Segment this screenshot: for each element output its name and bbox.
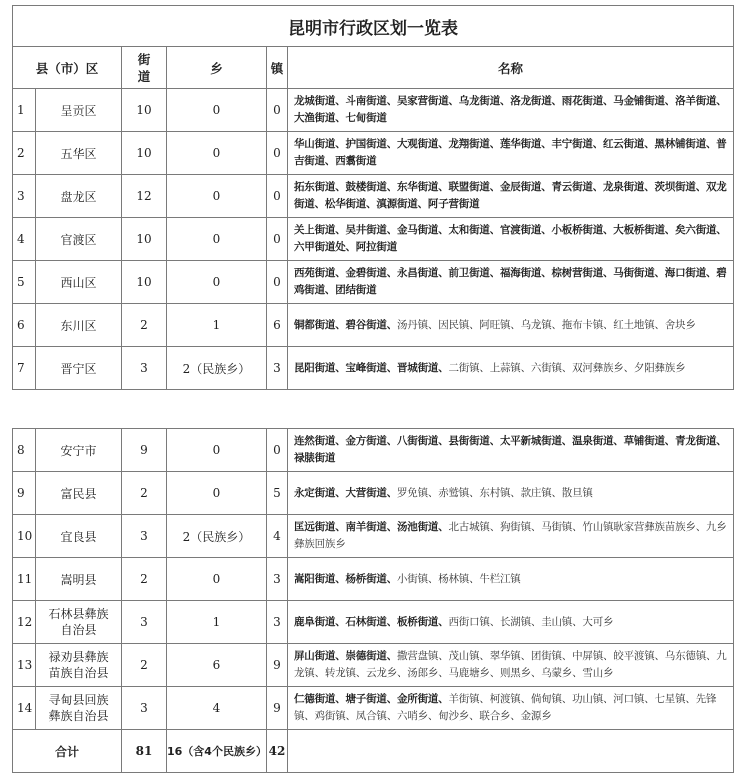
- town-count: 3: [267, 601, 288, 644]
- town-count: 0: [267, 218, 288, 261]
- county-name: 西山区: [36, 261, 122, 304]
- header-subdistrict-text: 街道: [137, 51, 151, 84]
- division-names: [288, 261, 734, 304]
- county-name: 五华区: [36, 132, 122, 175]
- subdistrict-count: 3: [122, 347, 167, 390]
- row-number: 10: [13, 515, 36, 558]
- table-row: [13, 644, 734, 687]
- town-count: 0: [267, 175, 288, 218]
- total-town: 42: [267, 730, 288, 773]
- table-row: [13, 132, 734, 175]
- subdistrict-names: 关上街道、吴井街道、金马街道、太和街道、官渡街道、小板桥街道、大板桥街道、矣六街道、六甲街道处、阿拉街道: [294, 224, 727, 253]
- header-township: 乡: [167, 47, 267, 89]
- township-count: 0: [167, 175, 267, 218]
- total-row: [13, 730, 734, 773]
- division-names: [288, 218, 734, 261]
- subdistrict-count: 3: [122, 687, 167, 730]
- town-count: 9: [267, 687, 288, 730]
- subdistrict-names: 铜都街道、碧谷街道、: [294, 318, 397, 331]
- town-township-names: 北古城镇、狗街镇、马街镇、竹山镇耿家营彝族苗族乡、九乡彝族回族乡: [294, 521, 727, 550]
- total-label: 合计: [13, 730, 122, 773]
- header-county: 县（市）区: [13, 47, 122, 89]
- town-township-names: 羊街镇、柯渡镇、倘甸镇、功山镇、河口镇、七星镇、先锋镇、鸡街镇、凤合镇、六哨乡、甸沙乡、联合乡、金源乡: [294, 693, 717, 722]
- division-table-part1: [12, 5, 734, 390]
- total-names-empty: [288, 730, 734, 773]
- subdistrict-count: 2: [122, 558, 167, 601]
- total-subdistrict: 81: [122, 730, 167, 773]
- subdistrict-names: 龙城街道、斗南街道、吴家营街道、乌龙街道、洛龙街道、雨花街道、马金铺街道、洛羊街道、大渔街道、七甸街道: [294, 95, 727, 124]
- row-number: 11: [13, 558, 36, 601]
- town-count: 3: [267, 558, 288, 601]
- township-count: 0: [167, 261, 267, 304]
- county-name: 晋宁区: [36, 347, 122, 390]
- row-number: 14: [13, 687, 36, 730]
- town-count: 0: [267, 429, 288, 472]
- division-names: [288, 175, 734, 218]
- header-town: 镇: [267, 47, 288, 89]
- subdistrict-names: 鹿阜街道、石林街道、板桥街道、: [294, 615, 449, 628]
- table-row: [13, 515, 734, 558]
- township-count: 2（民族乡）: [167, 347, 267, 390]
- town-township-names: 西街口镇、长湖镇、圭山镇、大可乡: [448, 615, 614, 628]
- township-count: 0: [167, 132, 267, 175]
- division-names: [288, 687, 734, 730]
- row-number: 13: [13, 644, 36, 687]
- row-number: 9: [13, 472, 36, 515]
- town-township-names: 罗免镇、赤鹫镇、东村镇、款庄镇、散旦镇: [397, 486, 593, 499]
- subdistrict-count: 2: [122, 644, 167, 687]
- township-count: 6: [167, 644, 267, 687]
- county-name: 官渡区: [36, 218, 122, 261]
- subdistrict-count: 10: [122, 218, 167, 261]
- subdistrict-names: 仁德街道、塘子街道、金所街道、: [294, 693, 449, 705]
- subdistrict-count: 2: [122, 472, 167, 515]
- subdistrict-names: 连然街道、金方街道、八街街道、县街街道、太平新城街道、温泉街道、草铺街道、青龙街道、禄脿街道: [294, 435, 727, 464]
- subdistrict-names: 昆阳街道、宝峰街道、晋城街道、: [294, 361, 449, 374]
- table-row: [13, 347, 734, 390]
- table-row: [13, 429, 734, 472]
- row-number: 6: [13, 304, 36, 347]
- subdistrict-count: 3: [122, 515, 167, 558]
- town-township-names: 二街镇、上蒜镇、六街镇、双河彝族乡、夕阳彝族乡: [448, 361, 686, 374]
- township-count: 0: [167, 558, 267, 601]
- subdistrict-names: 嵩阳街道、杨桥街道、: [294, 572, 397, 585]
- town-count: 3: [267, 347, 288, 390]
- subdistrict-names: 永定街道、大营街道、: [294, 486, 397, 499]
- county-name: 嵩明县: [36, 558, 122, 601]
- row-number: 1: [13, 89, 36, 132]
- table-title: 昆明市行政区划一览表: [13, 6, 734, 47]
- division-names: [288, 429, 734, 472]
- header-subdistrict: [122, 47, 167, 89]
- subdistrict-count: 3: [122, 601, 167, 644]
- row-number: 5: [13, 261, 36, 304]
- county-name: 富民县: [36, 472, 122, 515]
- town-count: 0: [267, 89, 288, 132]
- row-number: 3: [13, 175, 36, 218]
- county-name: 禄劝县彝族苗族自治县: [36, 644, 122, 687]
- subdistrict-names: 匡远街道、南羊街道、汤池街道、: [294, 521, 449, 533]
- county-name: 盘龙区: [36, 175, 122, 218]
- town-township-names: 小街镇、杨林镇、牛栏江镇: [397, 572, 521, 585]
- row-number: 12: [13, 601, 36, 644]
- division-names: [288, 132, 734, 175]
- town-count: 9: [267, 644, 288, 687]
- county-name: 石林县彝族自治县: [36, 601, 122, 644]
- county-name: 寻甸县回族彝族自治县: [36, 687, 122, 730]
- township-count: 1: [167, 304, 267, 347]
- township-count: 1: [167, 601, 267, 644]
- county-name: 宜良县: [36, 515, 122, 558]
- township-count: 0: [167, 429, 267, 472]
- row-number: 2: [13, 132, 36, 175]
- town-township-names: 撒营盘镇、茂山镇、翠华镇、团街镇、中屏镇、皎平渡镇、乌东德镇、九龙镇、转龙镇、云龙乡、汤郎乡、马鹿塘乡、则黑乡、乌蒙乡、雪山乡: [294, 650, 727, 679]
- total-township: 16（含4个民族乡）: [167, 730, 267, 773]
- table-row: [13, 89, 734, 132]
- subdistrict-count: 10: [122, 89, 167, 132]
- row-number: 4: [13, 218, 36, 261]
- header-names: 名称: [288, 47, 734, 89]
- table-row: [13, 261, 734, 304]
- township-count: 2（民族乡）: [167, 515, 267, 558]
- town-count: 0: [267, 132, 288, 175]
- town-count: 4: [267, 515, 288, 558]
- subdistrict-names: 屏山街道、崇德街道、: [294, 650, 397, 662]
- county-name: 安宁市: [36, 429, 122, 472]
- town-township-names: 汤丹镇、因民镇、阿旺镇、乌龙镇、拖布卡镇、红土地镇、舍块乡: [397, 318, 696, 331]
- township-count: 0: [167, 218, 267, 261]
- subdistrict-count: 10: [122, 132, 167, 175]
- division-names: [288, 558, 734, 601]
- subdistrict-names: 西苑街道、金碧街道、永昌街道、前卫街道、福海街道、棕树营街道、马街街道、海口街道、碧鸡街道、团结街道: [294, 267, 727, 296]
- row-number: 7: [13, 347, 36, 390]
- township-count: 0: [167, 89, 267, 132]
- town-count: 5: [267, 472, 288, 515]
- table-row: [13, 218, 734, 261]
- division-names: [288, 347, 734, 390]
- town-count: 0: [267, 261, 288, 304]
- row-number: 8: [13, 429, 36, 472]
- county-name: 东川区: [36, 304, 122, 347]
- township-count: 4: [167, 687, 267, 730]
- subdistrict-count: 10: [122, 261, 167, 304]
- table-row: [13, 687, 734, 730]
- county-name: 呈贡区: [36, 89, 122, 132]
- table-row: [13, 472, 734, 515]
- township-count: 0: [167, 472, 267, 515]
- table-row: [13, 304, 734, 347]
- subdistrict-count: 2: [122, 304, 167, 347]
- table-row: [13, 601, 734, 644]
- division-names: [288, 644, 734, 687]
- table-row: [13, 558, 734, 601]
- subdistrict-count: 9: [122, 429, 167, 472]
- division-names: [288, 515, 734, 558]
- subdistrict-names: 拓东街道、鼓楼街道、东华街道、联盟街道、金辰街道、青云街道、龙泉街道、茨坝街道、双龙街道、松华街道、滇源街道、阿子营街道: [294, 181, 727, 210]
- subdistrict-count: 12: [122, 175, 167, 218]
- division-table-part2: [12, 428, 734, 773]
- subdistrict-names: 华山街道、护国街道、大观街道、龙翔街道、莲华街道、丰宁街道、红云街道、黑林铺街道、普吉街道、西翥街道: [294, 138, 727, 167]
- table-row: [13, 175, 734, 218]
- division-names: [288, 304, 734, 347]
- division-names: [288, 472, 734, 515]
- town-count: 6: [267, 304, 288, 347]
- division-names: [288, 601, 734, 644]
- division-names: [288, 89, 734, 132]
